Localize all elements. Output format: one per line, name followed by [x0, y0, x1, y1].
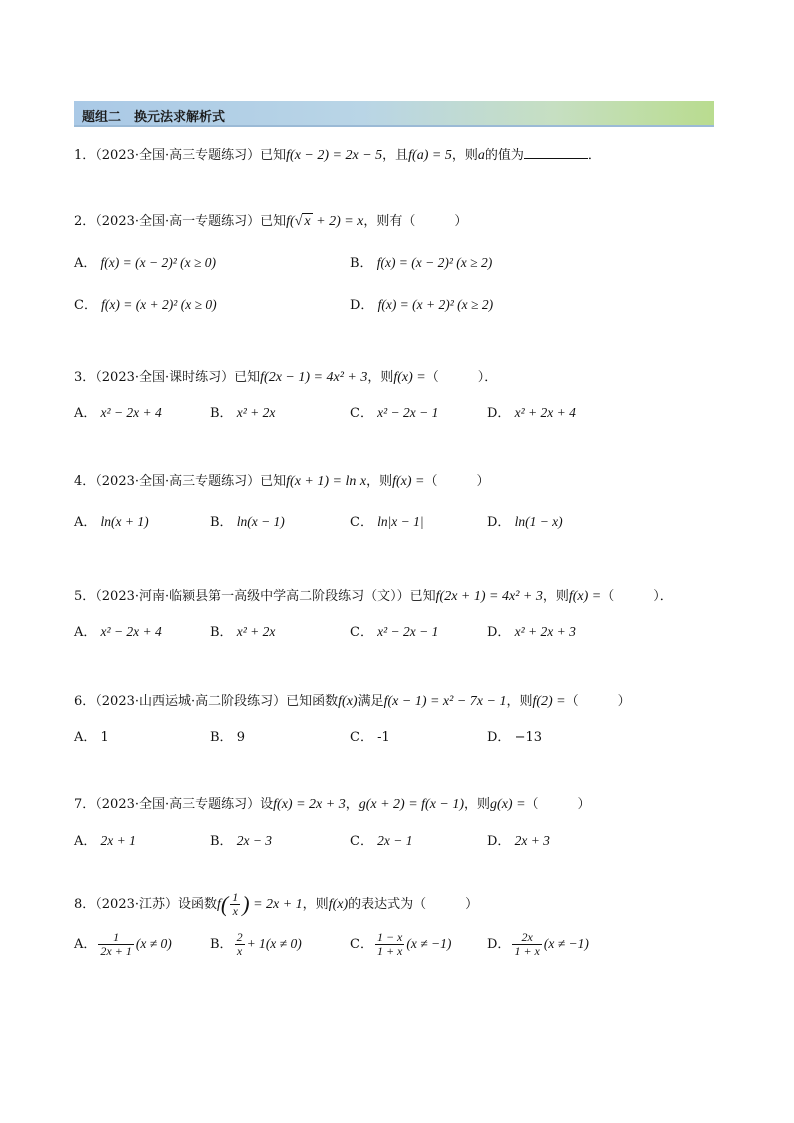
- math-expr: f(x) =: [392, 474, 425, 489]
- question-source: （2023·全国·高三专题练习）: [95, 148, 261, 163]
- stem-text: ，: [345, 797, 359, 812]
- question-8: [74, 891, 478, 918]
- math-expr: f(x − 2) = 2x − 5: [286, 148, 383, 163]
- section-title: 题组二 换元法求解析式: [82, 110, 226, 125]
- option-condition: (x ≠ −1): [406, 936, 452, 951]
- math-expr: f(2x + 1) = 4x² + 3: [435, 589, 543, 604]
- stem-text: ，则: [506, 694, 533, 709]
- stem-text: 已知: [260, 474, 287, 489]
- question-source: （2023·全国·高三专题练习）: [95, 797, 261, 812]
- option-expr: x² − 2x + 4: [100, 624, 162, 639]
- option-a[interactable]: [74, 726, 109, 745]
- stem-text: 已知: [409, 589, 436, 604]
- question-source: （2023·全国·高三专题练习）: [95, 474, 261, 489]
- fraction-numerator: 2: [236, 930, 243, 944]
- option-label: C．: [350, 515, 373, 530]
- option-label: C．: [350, 937, 373, 952]
- question-source: （2023·全国·课时练习）: [95, 370, 235, 385]
- option-expr: x² + 2x: [236, 624, 276, 639]
- math-expr: f(x) =: [393, 370, 426, 385]
- math-expr: = 2x + 1: [249, 897, 303, 912]
- option-a[interactable]: [74, 621, 162, 640]
- paren-open-icon: (: [220, 891, 229, 917]
- option-c[interactable]: [350, 931, 451, 958]
- option-label: A．: [74, 406, 97, 421]
- option-expr: f(x) = (x + 2)² (x ≥ 2): [377, 297, 494, 312]
- option-d[interactable]: [487, 726, 542, 745]
- option-condition: (x ≠ 0): [265, 936, 302, 951]
- option-label: B．: [210, 730, 233, 745]
- stem-text: （ ）．: [425, 370, 498, 385]
- question-number: 3．: [74, 370, 96, 385]
- option-label: D．: [487, 937, 511, 952]
- option-d[interactable]: [487, 931, 589, 958]
- math-expr: f(a) = 5: [408, 148, 452, 163]
- option-label: B．: [350, 256, 373, 271]
- math-expr: f(x): [328, 897, 349, 912]
- stem-text: 已知: [234, 370, 261, 385]
- stem-text: ，则: [451, 148, 478, 163]
- question-source: （2023·江苏）: [95, 897, 178, 912]
- answer-blank[interactable]: [524, 146, 588, 159]
- option-expr: + 1: [246, 936, 266, 951]
- stem-text: 设: [260, 797, 274, 812]
- question-source: （2023·山西运城·高二阶段练习）: [95, 694, 287, 709]
- question-number: 5．: [74, 589, 96, 604]
- option-expr: f(x) = (x + 2)² (x ≥ 0): [101, 297, 217, 312]
- option-b[interactable]: [210, 402, 275, 421]
- stem-text: ，且: [382, 148, 409, 163]
- option-d[interactable]: [487, 511, 563, 530]
- question-6: [74, 690, 631, 710]
- option-label: A．: [74, 730, 97, 745]
- option-expr: x² − 2x − 1: [377, 405, 439, 420]
- question-5: [74, 585, 673, 605]
- question-number: 8．: [74, 897, 96, 912]
- fraction: [235, 931, 245, 958]
- question-3: [74, 366, 497, 386]
- question-number: 6．: [74, 694, 96, 709]
- option-b[interactable]: [350, 252, 492, 271]
- option-label: A．: [74, 515, 97, 530]
- sqrt-icon: √: [294, 214, 303, 229]
- option-label: B．: [210, 834, 233, 849]
- option-expr: −13: [514, 730, 543, 745]
- option-b[interactable]: [210, 830, 272, 849]
- stem-text: 已知: [260, 214, 287, 229]
- option-label: C．: [350, 730, 373, 745]
- stem-text: 设函数: [178, 897, 218, 912]
- fraction-numerator: 1: [232, 890, 239, 904]
- option-label: A．: [74, 256, 97, 271]
- math-expr: f(x) = 2x + 3: [273, 797, 346, 812]
- option-d[interactable]: [487, 621, 576, 640]
- stem-text: 满足: [357, 694, 384, 709]
- option-expr: 2x − 1: [377, 833, 413, 848]
- stem-text: 已知: [260, 148, 287, 163]
- option-label: B．: [210, 937, 233, 952]
- fraction: [230, 891, 240, 918]
- math-expr: f: [217, 897, 221, 912]
- option-c[interactable]: [350, 511, 424, 530]
- option-d[interactable]: [350, 294, 493, 313]
- option-label: D．: [487, 625, 511, 640]
- option-expr: x² − 2x − 1: [377, 624, 439, 639]
- option-c[interactable]: [350, 830, 412, 849]
- option-expr: ln|x − 1|: [377, 514, 424, 529]
- fraction-denominator: 1 + x: [514, 944, 540, 958]
- section-banner: [74, 101, 714, 127]
- option-condition: (x ≠ 0): [135, 936, 172, 951]
- math-expr: g(x) =: [490, 797, 526, 812]
- option-expr: ln(1 − x): [514, 514, 563, 529]
- question-4: [74, 470, 490, 490]
- question-number: 1．: [74, 148, 96, 163]
- option-expr: x² + 2x + 3: [514, 624, 576, 639]
- math-expr: x: [304, 214, 311, 229]
- option-expr: 2x + 3: [514, 833, 550, 848]
- option-label: C．: [350, 406, 373, 421]
- question-2: [74, 210, 467, 230]
- math-expr: f(x + 1) = ln x: [286, 474, 367, 489]
- math-expr: f(2) =: [532, 694, 566, 709]
- option-a[interactable]: [74, 402, 162, 421]
- fraction-denominator: 2x + 1: [100, 944, 132, 958]
- stem-text: 的表达式为（ ）: [348, 897, 479, 912]
- fraction-numerator: 1 − x: [376, 930, 403, 944]
- option-d[interactable]: [487, 830, 550, 849]
- option-expr: 2x − 3: [236, 833, 273, 848]
- option-condition: (x ≠ −1): [543, 936, 589, 951]
- option-a[interactable]: [74, 511, 149, 530]
- option-label: B．: [210, 406, 233, 421]
- option-expr: 1: [100, 730, 109, 745]
- option-c[interactable]: [350, 402, 438, 421]
- stem-text: 已知函数: [286, 694, 339, 709]
- option-label: D．: [487, 515, 511, 530]
- option-label: C．: [350, 625, 373, 640]
- fraction: [375, 931, 404, 958]
- option-b[interactable]: [210, 621, 275, 640]
- math-expr: f(x) =: [568, 589, 602, 604]
- stem-text: ，则: [302, 897, 329, 912]
- option-expr: ln(x − 1): [236, 514, 285, 529]
- option-expr: ln(x + 1): [100, 514, 149, 529]
- option-c[interactable]: [74, 294, 217, 313]
- option-expr: -1: [377, 730, 390, 745]
- option-expr: x² − 2x + 4: [100, 405, 162, 420]
- option-expr: f(x) = (x − 2)² (x ≥ 0): [100, 255, 217, 270]
- option-d[interactable]: [487, 402, 576, 421]
- fraction: [512, 931, 541, 958]
- option-expr: x² + 2x: [236, 405, 276, 420]
- option-a[interactable]: [74, 830, 136, 849]
- fraction: [98, 931, 133, 958]
- option-b[interactable]: [210, 511, 285, 530]
- option-label: D．: [487, 730, 511, 745]
- fraction-denominator: x: [232, 904, 238, 918]
- option-c[interactable]: [350, 621, 438, 640]
- option-label: D．: [350, 298, 374, 313]
- math-expr: a: [477, 148, 485, 163]
- stem-text: （ ）: [525, 797, 591, 812]
- question-number: 4．: [74, 474, 96, 489]
- stem-text: ．: [587, 148, 601, 163]
- fraction-numerator: 1: [98, 931, 133, 945]
- option-b[interactable]: [210, 931, 302, 958]
- fraction-denominator: 1 + x: [376, 944, 403, 958]
- option-expr: x² + 2x + 4: [514, 405, 576, 420]
- stem-text: （ ）: [424, 474, 490, 489]
- stem-text: ，则: [367, 370, 394, 385]
- fraction-denominator: x: [236, 944, 243, 958]
- option-expr: f(x) = (x − 2)² (x ≥ 2): [376, 255, 493, 270]
- stem-text: 的值为: [484, 148, 524, 163]
- option-a[interactable]: [74, 252, 216, 271]
- option-expr: 9: [236, 730, 245, 745]
- option-expr: 2x + 1: [100, 833, 136, 848]
- math-expr: f(2x − 1) = 4x² + 3: [260, 370, 368, 385]
- question-source: （2023·全国·高一专题练习）: [95, 214, 261, 229]
- question-number: 7．: [74, 797, 96, 812]
- option-label: C．: [74, 298, 97, 313]
- option-label: C．: [350, 834, 373, 849]
- stem-text: ，则: [542, 589, 569, 604]
- option-label: A．: [74, 834, 97, 849]
- option-label: D．: [487, 406, 511, 421]
- math-expr: g(x + 2) = f(x − 1): [358, 797, 465, 812]
- option-a[interactable]: [74, 931, 172, 958]
- option-label: A．: [74, 625, 97, 640]
- stem-text: （ ）．: [601, 589, 673, 604]
- question-source: （2023·河南·临颍县第一高级中学高二阶段练习（文））: [95, 589, 410, 604]
- option-label: B．: [210, 625, 233, 640]
- option-c[interactable]: [350, 726, 390, 745]
- math-expr: f(: [286, 214, 295, 229]
- option-label: A．: [74, 937, 97, 952]
- math-expr: f(x): [338, 694, 358, 709]
- question-number: 2．: [74, 214, 96, 229]
- option-label: D．: [487, 834, 511, 849]
- stem-text: ，则: [366, 474, 393, 489]
- option-label: B．: [210, 515, 233, 530]
- math-expr: f(x − 1) = x² − 7x − 1: [383, 694, 507, 709]
- stem-text: ，则: [464, 797, 491, 812]
- question-1: [74, 144, 601, 164]
- question-7: [74, 793, 591, 813]
- stem-text: （ ）: [565, 694, 631, 709]
- option-b[interactable]: [210, 726, 245, 745]
- fraction-numerator: 2x: [512, 931, 541, 945]
- math-expr: + 2) = x: [312, 214, 364, 229]
- paren-close-icon: ): [242, 891, 250, 917]
- stem-text: ，则有（ ）: [363, 214, 468, 229]
